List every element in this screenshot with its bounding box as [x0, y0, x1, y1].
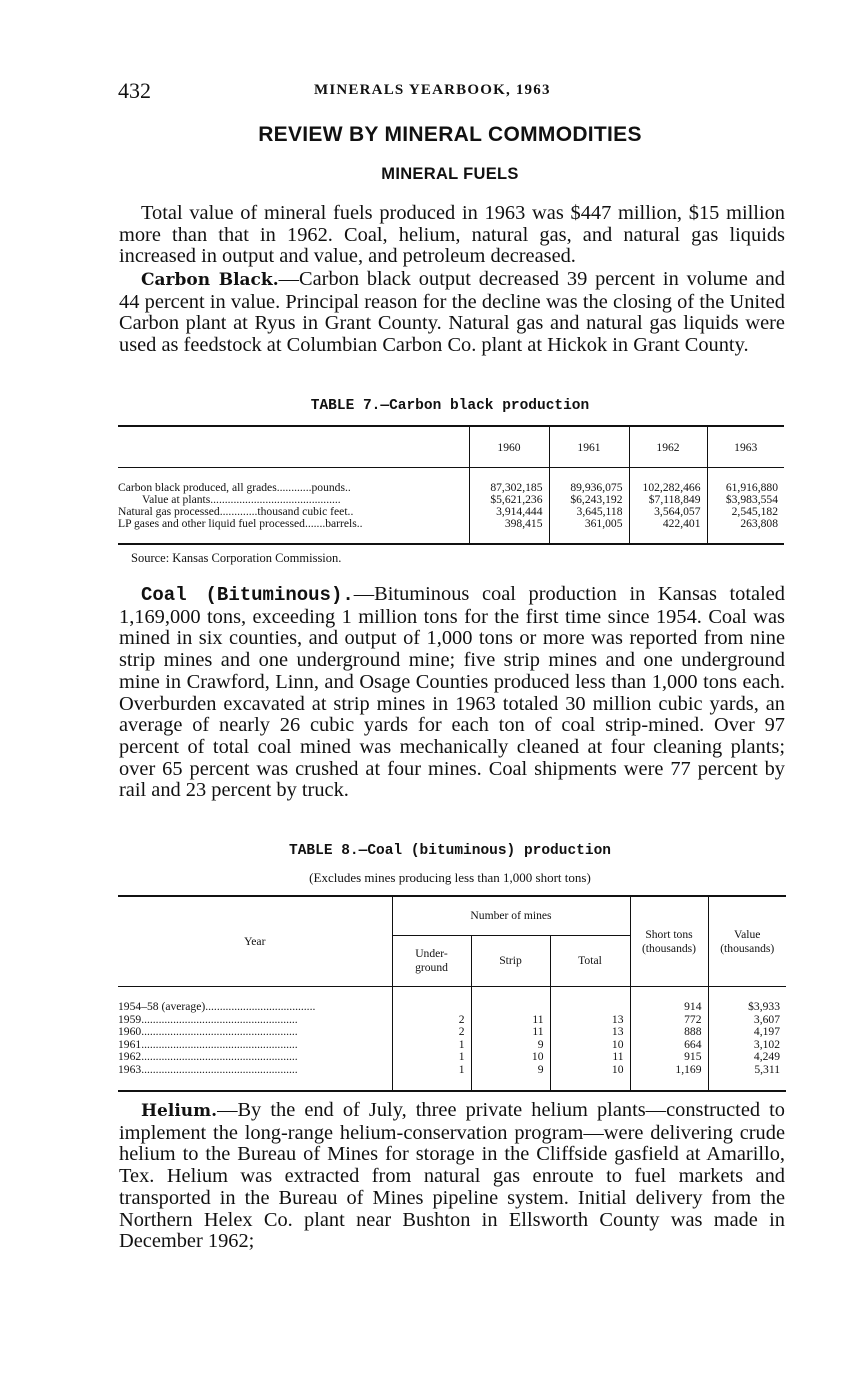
cell-strip: 9	[471, 1064, 550, 1092]
cell-value: $5,621,236	[469, 494, 549, 506]
page-number: 432	[118, 78, 151, 103]
table-row	[118, 1051, 786, 1064]
cell-total	[550, 987, 630, 1014]
cell-value: 422,401	[629, 518, 707, 544]
cell-underground: 2	[392, 1014, 471, 1027]
cell-value: 361,005	[549, 518, 629, 544]
running-title: MINERALS YEARBOOK, 1963	[314, 82, 551, 98]
row-label: Carbon black produced, all grades............pounds..	[118, 481, 351, 494]
cell-value: $3,933	[708, 987, 786, 1014]
cell-value: 263,808	[707, 518, 784, 544]
cell-strip	[471, 987, 550, 1014]
running-head	[118, 78, 788, 102]
cell-underground	[392, 987, 471, 1014]
cell-value: 61,916,880	[707, 468, 784, 495]
cell-value: 102,282,466	[629, 468, 707, 495]
table-row	[118, 1064, 786, 1092]
cell-total: 13	[550, 1014, 630, 1027]
section-subheading: MINERAL FUELS	[381, 165, 519, 183]
cell-strip: 11	[471, 1014, 550, 1027]
intro-paragraph: Total value of mineral fuels produced in 1963 was $447 million, $15 million more than that in 1962. Coal, helium, natural gas, and natural gas liquids increased in output and value, and petroleum decreased.	[119, 202, 785, 268]
cell-value: 5,311	[708, 1064, 786, 1092]
cell-underground: 1	[392, 1064, 471, 1092]
cell-value: 4,249	[708, 1051, 786, 1064]
cell-short-tons: 1,169	[630, 1064, 708, 1092]
row-year: 1963......................................................	[118, 1062, 298, 1076]
row-label: Value at plants.............................................	[142, 493, 341, 506]
cell-value: 3,564,057	[629, 506, 707, 518]
row-year: 1960......................................................	[118, 1025, 298, 1038]
cell-value: 3,914,444	[469, 506, 549, 518]
cell-short-tons: 888	[630, 1026, 708, 1039]
cell-value: 3,102	[708, 1039, 786, 1052]
cell-value: 398,415	[469, 518, 549, 544]
row-year: 1962......................................................	[118, 1050, 298, 1063]
cell-value: $6,243,192	[549, 494, 629, 506]
row-year: 1959......................................................	[118, 1012, 298, 1026]
coal-production-table	[118, 895, 786, 1092]
table8-subcaption: (Excludes mines producing less than 1,000 short tons)	[309, 870, 591, 885]
carbon-black-paragraph	[119, 269, 785, 357]
coal-text: —Bituminous coal production in Kansas totaled 1,169,000 tons, exceeding 1 million tons for the first time since 1954. Coal was mined in six counties, and output of 1,000 tons or more was reported from nine strip mines and one underground mine; five strip mines and one underground mine in Crawford, Linn, and Osage Counties produced less than 1,000 tons each. Overburden excavated at strip mines in 1963 totaled 30 million cubic yards, an average of nearly 26 cubic yards for each ton of coal strip-mined. Over 97 percent of total coal mined was mechanically cleaned at four cleaning plants; over 65 percent was crushed at four mines. Coal shipments were 77 percent by rail and 23 percent by truck.	[119, 583, 785, 802]
helium-text: —By the end of July, three private helium plants—constructed to implement the long-range helium-conservation program—were delivering crude helium to the Bureau of Mines for storage in the Cliffside gasfield at Amarillo, Tex. Helium was extracted from natural gas enroute to fuel markets and transported in the Bureau of Mines pipeline system. Initial delivery from the Northern Helex Co. plant near Bushton in Ellsworth County was made in December 1962;	[119, 1099, 785, 1253]
carbon-black-table	[118, 425, 784, 545]
table7-source: Source: Kansas Corporation Commission.	[131, 551, 342, 565]
cell-total: 13	[550, 1026, 630, 1039]
carbon-black-text: —Carbon black output decreased 39 percent in volume and 44 percent in value. Principal reason for the decline was the closing of the United Carbon plant at Ryus in Grant County. Natural gas and natural gas liquids were used as feedstock at Columbian Carbon Co. plant at Hickok in Grant County.	[119, 268, 785, 357]
cell-total: 10	[550, 1064, 630, 1092]
coal-paragraph	[119, 584, 785, 802]
cell-strip: 11	[471, 1026, 550, 1039]
total-header: Total	[550, 936, 630, 987]
cell-short-tons: 915	[630, 1051, 708, 1064]
underground-header: Under-ground	[392, 936, 471, 987]
table7-header-row	[118, 426, 784, 468]
coal-label: Coal (Bituminous).	[141, 584, 354, 606]
cell-strip: 10	[471, 1051, 550, 1064]
short-tons-header: Short tons (thousands)	[630, 896, 708, 987]
cell-underground: 1	[392, 1039, 471, 1052]
cell-value: 4,197	[708, 1026, 786, 1039]
table7-header-year: 1961	[549, 426, 629, 468]
table7-header-label	[118, 426, 469, 468]
cell-total: 11	[550, 1051, 630, 1064]
cell-value: 89,936,075	[549, 468, 629, 495]
table7-header-year: 1963	[707, 426, 784, 468]
cell-value: 3,645,118	[549, 506, 629, 518]
year-header: Year	[118, 896, 392, 987]
cell-value: 2,545,182	[707, 506, 784, 518]
table-row	[118, 1026, 786, 1039]
carbon-black-label: Carbon Black.	[141, 270, 279, 290]
cell-short-tons: 664	[630, 1039, 708, 1052]
helium-paragraph	[119, 1100, 785, 1253]
number-of-mines-header: Number of mines	[392, 896, 630, 936]
table-row	[118, 987, 786, 1014]
row-year: 1961......................................................	[118, 1037, 298, 1051]
cell-strip: 9	[471, 1039, 550, 1052]
cell-value: $3,983,554	[707, 494, 784, 506]
cell-underground: 2	[392, 1026, 471, 1039]
value-header: Value (thousands)	[708, 896, 786, 987]
table7-header-year: 1960	[469, 426, 549, 468]
cell-total: 10	[550, 1039, 630, 1052]
cell-short-tons: 772	[630, 1014, 708, 1027]
strip-header: Strip	[471, 936, 550, 987]
table7-header-year: 1962	[629, 426, 707, 468]
row-label: LP gases and other liquid fuel processed.......barrels..	[118, 517, 363, 530]
cell-underground: 1	[392, 1051, 471, 1064]
helium-label: Helium.	[141, 1101, 218, 1121]
cell-value: 87,302,185	[469, 468, 549, 495]
table7-caption: TABLE 7.—Carbon black production	[310, 398, 590, 414]
table-row	[118, 518, 784, 544]
section-heading: REVIEW BY MINERAL COMMODITIES	[258, 123, 642, 146]
table8-header-row	[118, 896, 786, 936]
cell-short-tons: 914	[630, 987, 708, 1014]
row-label: Natural gas processed.............thousand cubic feet..	[118, 505, 354, 518]
cell-value: 3,607	[708, 1014, 786, 1027]
row-year: 1954–58 (average)......................................	[118, 1000, 316, 1013]
cell-value: $7,118,849	[629, 494, 707, 506]
table-row	[118, 468, 784, 495]
table8-caption: TABLE 8.—Coal (bituminous) production	[289, 843, 611, 859]
